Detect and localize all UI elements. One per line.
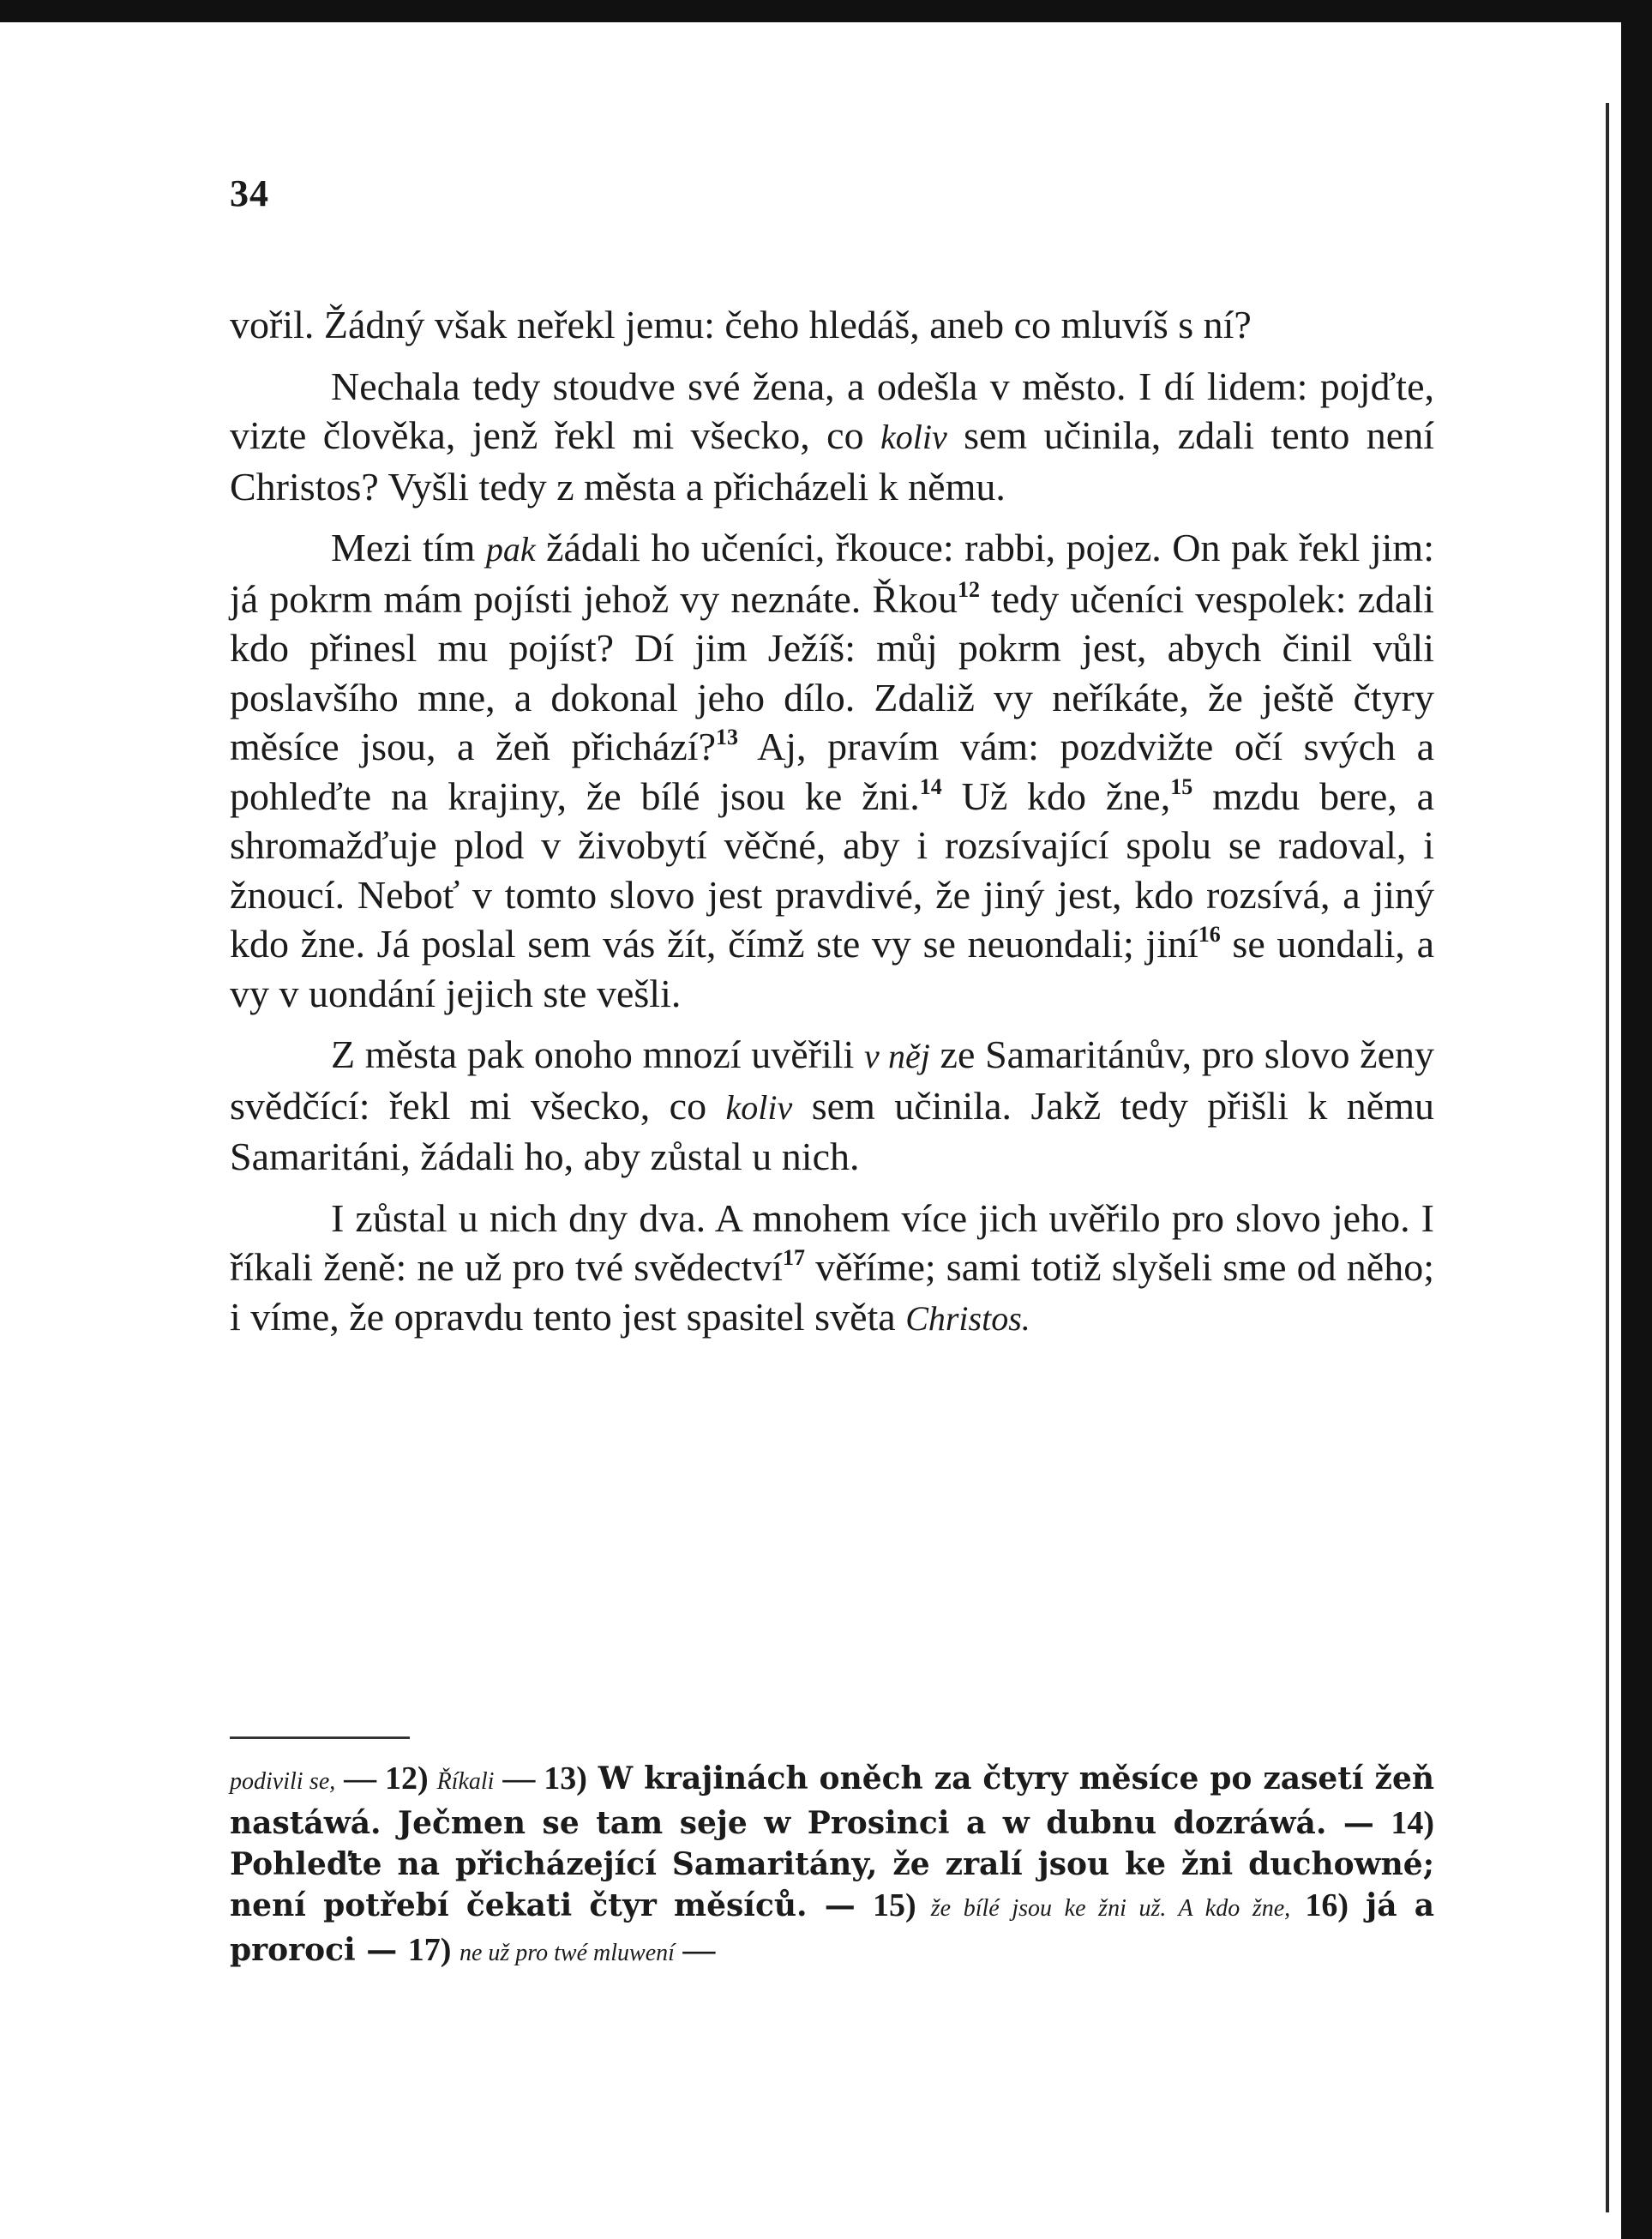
italic-word: koliv: [725, 1087, 793, 1127]
paragraph-text: sem učinila. Jakž tedy přišli k němu Samaritáni, žádali ho, aby zůstal u nich.: [230, 1083, 1434, 1178]
footnote-ref-14: 14: [919, 773, 942, 799]
italic-word: Christos.: [905, 1298, 1030, 1338]
footnote-text: podivili se,: [230, 1768, 336, 1795]
footnote-text: —: [494, 1761, 544, 1797]
paragraph-text: mzdu bere, a shromažďuje plod v živobytí věčné, aby i rozsívající spolu se radoval, i žnoucí. Neboť v tomto slovo jest pravdivé, že jiný jest, kdo rozsívá, a jiný kdo žne. Já poslal sem vás žít, čímž ste vy se neuondali; jiní: [230, 773, 1434, 966]
footnote-number-16: 16): [1305, 1887, 1349, 1923]
paragraph-1: [230, 300, 1434, 350]
paragraph-text: tedy učeníci vespolek: zdali kdo přinesl mu pojíst? Dí jim Ježíš: můj pokrm jest, abych činil vůli poslavšího mne, a dokonal jeho dílo. Zdaliž vy neříkáte, že ještě čtyry měsíce jsou, a žeň přichází?: [230, 576, 1435, 768]
italic-word: koliv: [880, 418, 947, 456]
footnote-text: —: [674, 1932, 716, 1968]
footnote-text: já a proroci —: [230, 1887, 1435, 1968]
paragraph-text: žádali ho učeníci, řkouce: rabbi, pojez. On pak řekl jim: já pokrm mám pojísti jehož vy neznáte. Řkou: [230, 526, 1434, 621]
footnote-number-14: 14): [1391, 1805, 1434, 1841]
footnote-ref-15: 15: [1170, 773, 1193, 799]
footnote-text: W krajinách oněch za čtyry měsíce po zasetí žeň nastáwá. Ječmen se tam seje w Prosinci a w dubnu dozráwá. —: [230, 1761, 1435, 1841]
footnote-number-13: 13): [544, 1761, 587, 1797]
footnote-number-17: 17): [407, 1932, 452, 1968]
footnote-text: [451, 1932, 460, 1968]
footnote-ref-16: 16: [1198, 922, 1221, 947]
footnote-divider: [230, 1736, 410, 1739]
footnote-ref-13: 13: [716, 725, 738, 749]
paragraph-text: sem učinila, zdali tento není Christos? Vyšli tedy z města a přicházeli k němu.: [230, 413, 1434, 509]
main-text: [230, 300, 1434, 1343]
footnote-ref-17: 17: [783, 1245, 806, 1270]
footnote-number-12: 12): [385, 1761, 429, 1797]
footnote-number-15: 15): [872, 1887, 916, 1923]
paragraph-text: vořil. Žádný však neřekl jemu: čeho hledáš, aneb co mluvíš s ní?: [230, 303, 1252, 346]
footnote-ref-12: 12: [958, 576, 981, 602]
paragraph-3: [230, 523, 1434, 1018]
paragraph-text: ze Samaritánův, pro slovo ženy svědčící: řekl mi všecko, co: [230, 1032, 1434, 1128]
paragraph-text: věříme; sami totiž slyšeli sme od něho; i víme, že opravdu tento jest spasitel světa: [230, 1245, 1434, 1339]
footnote-text: [429, 1761, 437, 1797]
paragraph-5: [230, 1194, 1434, 1344]
paragraph-4: [230, 1030, 1434, 1182]
paragraph-text: I zůstal u nich dny dva. A mnohem více jich uvěřilo pro slovo jeho. I říkali ženě: ne už pro tvé svědectví: [230, 1195, 1434, 1289]
page-number: 34: [230, 172, 269, 214]
paragraph-text: Mezi tím: [331, 526, 486, 569]
footnote-text: že bílé jsou ke žni už. A kdo žne,: [930, 1895, 1291, 1922]
footnote-text: [916, 1887, 931, 1923]
paragraph-2: [230, 362, 1434, 512]
footnote-text: Říkali: [436, 1768, 495, 1795]
footnotes: [230, 1758, 1434, 1974]
paragraph-text: Už kdo žne,: [941, 773, 1171, 818]
paragraph-text: Z města pak onoho mnozí uvěřili: [331, 1032, 865, 1076]
italic-word: v něj: [864, 1037, 930, 1075]
footnote-text: —: [335, 1761, 386, 1797]
paragraph-text: se uondali, a vy v uondání jejich ste vešli.: [230, 922, 1434, 1015]
footnote-text: [1290, 1887, 1305, 1923]
footnote-text: ne už pro twé mluwení: [459, 1940, 675, 1966]
italic-word: pak: [485, 530, 536, 569]
footnote-text: Pohleďte na přicházející Samaritány, že zralí jsou ke žni duchowné; není potřebí čekati čtyr měsíců. —: [230, 1846, 1434, 1923]
paragraph-text: Aj, pravím vám: pozdvižte očí svých a pohleďte na krajiny, že bílé jsou ke žni.: [230, 725, 1434, 818]
paragraph-text: Nechala tedy stoudve své žena, a odešla v město. I dí lidem: pojďte, vizte člověka, jenž řekl mi všecko, co: [230, 364, 1434, 457]
